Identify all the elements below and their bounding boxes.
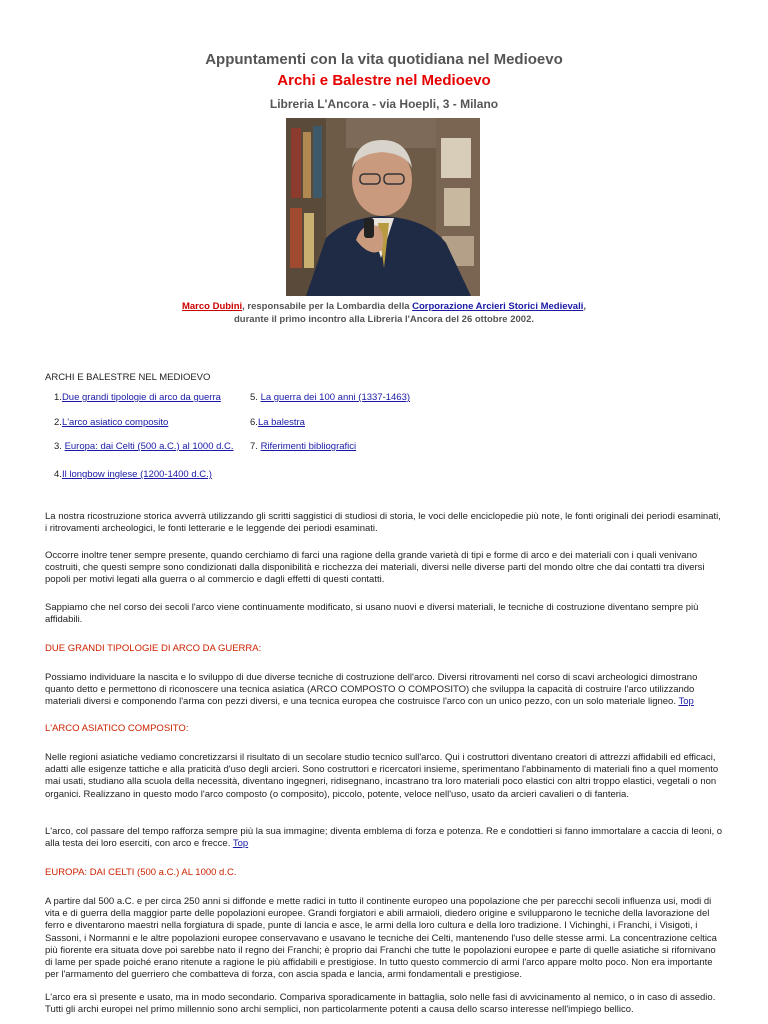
speaker-photo [286, 118, 480, 296]
paragraph-tipologie [45, 672, 725, 709]
top-link[interactable]: Top [232, 838, 249, 850]
speaker-name-link[interactable]: Marco Dubini [181, 301, 243, 312]
speaker-photo-image [286, 118, 480, 296]
caption-text-2: , [583, 301, 587, 312]
toc-link[interactable]: Il longbow inglese (1200-1400 d.C.) [61, 469, 212, 480]
paragraph-asiatico: Nelle regioni asiatiche vediamo concretizzarsi il risultato di un secolare studio tecnico sull'arco. Qui i costruttori diventano creatori di attrezzi affidabili ed efficaci, adatti alle esigenze tattiche e alla praticità d'uso degli arcieri. Sono costruttori e ricercatori insieme, sperimentano l'abbinamento di materiali fino a quel momento mai usati, studiano alla scuola della necessità, diventano ingegneri, ridisegnano, incastrano tra loro materiali poco elastici con altri troppo elastici, vegetali o non organici. Realizzano in questo modo l'arco composto (o composito), piccolo, potente, veloce nell'uso, usato da arcieri cavalieri o di fanteria. [45, 752, 719, 800]
top-link[interactable]: Top [678, 696, 694, 708]
toc-item-number: 7. [250, 441, 261, 452]
paragraph-europa: A partire dal 500 a.C. e per circa 250 anni si diffonde e mette radici in tutto il continente europeo una popolazione che per parecchi secoli influenza usi, modi di vita e di guerra della maggior parte delle popolazioni europee. Grandi forgiatori e abili armaioli, diedero origine e svilupparono le tecniche della lavorazione del ferro e diventarono maestri nella forgiatura di spade, punte di lancia e asce, le armi della loro cultura e della loro tradizione. I Vichinghi, i Franchi, i Visigoti, i Sassoni, i Normanni e le altre popolazioni europee conservavano e usavano le tecniche dei Celti, mantenendo l'uso delle stesse armi. La concentrazione celtica più fiorente era situata dove poi sarebbe nato il regno dei Franchi; è proprio dai Franchi che tutte le popolazioni europee e parte di quelle asiatiche si rifornivano di lame per spade poiché erano ritenute a ragione le più affidabili e prestigiose. In tutto questo commercio di armi l'arco appare molto poco. Non era importante per l'armamento del guerriero che combatteva di forza, con ascia spada e lancia, armi fondamentali e prestigiose. [45, 896, 717, 981]
page-title: Appuntamenti con la vita quotidiana nel Medioevo [205, 51, 563, 68]
toc-item-1 [54, 392, 221, 403]
paragraph-evolution: Sappiamo che nel corso dei secoli l'arco viene continuamente modificato, si usano nuovi e diversi materiali, le tecniche di costruzione diventano sempre più affidabili. [45, 602, 699, 626]
section-heading-tipologie: DUE GRANDI TIPOLOGIE DI ARCO DA GUERRA: [45, 643, 262, 654]
toc-link[interactable]: La balestra [257, 417, 305, 428]
caption-line-2: durante il primo incontro alla Libreria l'Ancora del 26 ottobre 2002. [234, 314, 534, 325]
toc-link[interactable]: Europa: dai Celti (500 a.C.) al 1000 d.C. [64, 441, 234, 452]
toc-link[interactable]: La guerra dei 100 anni (1337-1463) [260, 392, 411, 403]
paragraph-text: Possiamo individuare la nascita e lo sviluppo di due diverse tecniche di costruzione dell'arco. Diversi ritrovamenti nel corso di scavi archeologici dimostrano quanto detto e permettono di riconoscere una tecnica asiatica (ARCO COMPOSTO O COMPOSITO) che sviluppa la capacità di costruire l'arco utilizzando materiali diversi e componendo l'arma con pezzi diversi, e una tecnica europea che costruisce l'arco con un unico pezzo, con un solo materiale ligneo. [45, 672, 698, 708]
caption-text-1: , responsabile per la Lombardia della [242, 301, 413, 312]
toc-item-6 [250, 417, 305, 428]
toc-item-2 [54, 417, 168, 428]
toc-item-7 [250, 441, 356, 452]
toc-item-number: 6. [250, 417, 258, 428]
toc-title: ARCHI E BALESTRE NEL MEDIOEVO [45, 372, 211, 383]
toc-item-5 [250, 392, 410, 403]
toc-item-number: 1. [54, 392, 62, 403]
paragraph-variety: Occorre inoltre tener sempre presente, quando cerchiamo di farci una ragione della grande varietà di tipi e forme di arco e dei materiali con i quali venivano costruiti, che questi sempre sono condizionati dalla disponibilità e ricchezza dei materiali, diversi nelle diverse parti del mondo oltre che dai contatti tra diversi popoli per motivi legati alla guerra o al commercio e dagli effetti di questi contatti. [45, 550, 705, 586]
paragraph-emblema [45, 826, 725, 850]
toc-item-number: 2. [54, 417, 62, 428]
venue-line: Libreria L'Ancora - via Hoepli, 3 - Milano [269, 97, 499, 111]
section-heading-asiatico: L'ARCO ASIATICO COMPOSITO: [45, 723, 189, 734]
toc-item-number: 3. [54, 441, 65, 452]
section-heading-europa: EUROPA: DAI CELTI (500 a.C.) AL 1000 d.C. [45, 867, 237, 878]
toc-item-number: 4. [54, 469, 62, 480]
paragraph-text: L'arco, col passare del tempo rafforza sempre più la sua immagine; diventa emblema di forza e potenza. Re e condottieri si fanno immortalare a caccia di leoni, o alla testa dei loro eserciti, con arco e frecce. [45, 826, 723, 850]
page-subtitle: Archi e Balestre nel Medioevo [277, 72, 491, 89]
toc-item-number: 5. [250, 392, 261, 403]
toc-item-3 [54, 441, 234, 452]
organization-link[interactable]: Corporazione Arcieri Storici Medievali [412, 301, 584, 312]
toc-link[interactable]: Due grandi tipologie di arco da guerra [61, 392, 221, 403]
photo-caption [0, 300, 768, 326]
paragraph-intro: La nostra ricostruzione storica avverrà utilizzando gli scritti saggistici di studiosi di storia, le voci delle enciclopedie più note, le fonti originali dei periodi esaminati, i ritrovamenti archeologici, le fonti letterarie e le leggende dei periodi esaminati. [45, 511, 721, 535]
toc-link[interactable]: L'arco asiatico composito [61, 417, 169, 428]
toc-item-4 [54, 469, 212, 480]
toc-link[interactable]: Riferimenti bibliografici [260, 441, 357, 452]
paragraph-arco-secondario: L'arco era sì presente e usato, ma in modo secondario. Compariva sporadicamente in battaglia, solo nelle fasi di avvicinamento al nemico, o in caso di assedio. Tutti gli archi europei nel primo millennio sono archi semplici, non particolarmente potenti a causa dello scarso interesse nell'impiego bellico. [45, 992, 716, 1016]
